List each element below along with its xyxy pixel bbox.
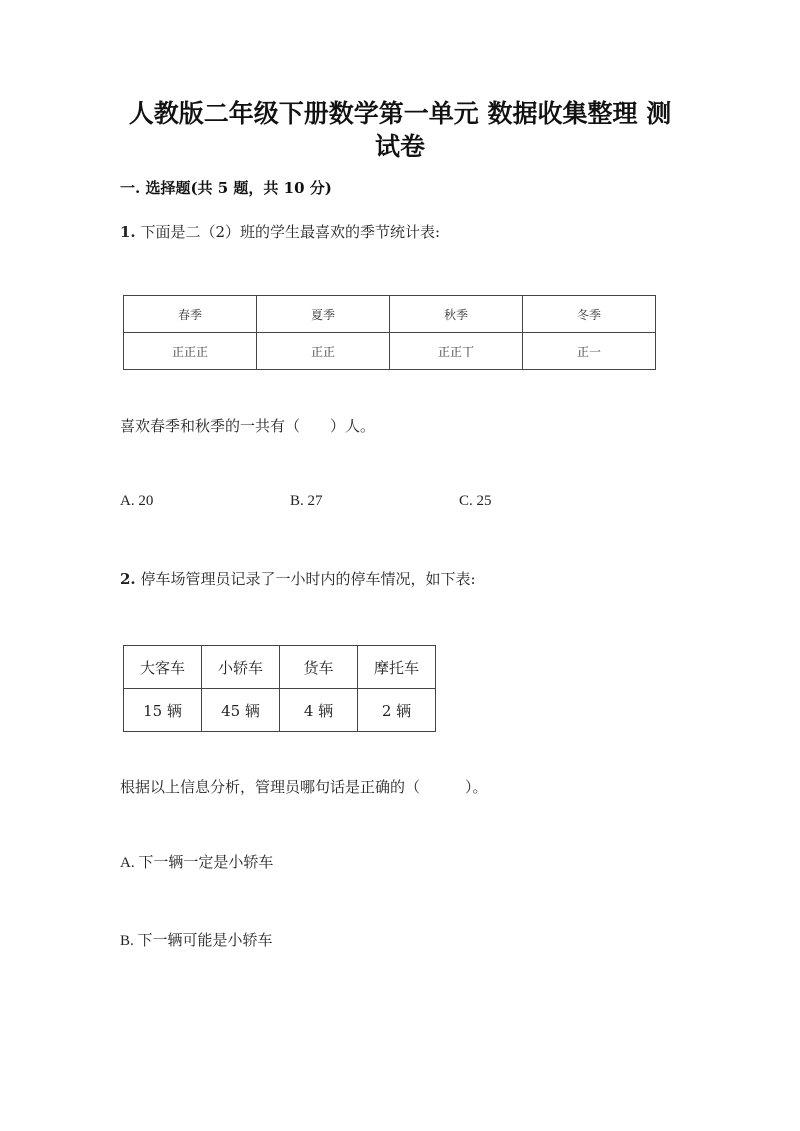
question-2-prompt: 根据以上信息分析，管理员哪句话是正确的（ ）。 [120, 778, 488, 796]
option-a[interactable]: A. 下一辆一定是小轿车 [120, 855, 274, 871]
table-header-cell: 货车 [280, 646, 358, 689]
question-1-prompt: 喜欢春季和秋季的一共有（ ）人。 [120, 417, 376, 435]
tally-cell: 正一 [523, 333, 656, 370]
count-cell: 4 辆 [280, 689, 358, 732]
option-b[interactable]: B. 27 [290, 493, 323, 509]
page-title-continuation: 试卷 [374, 132, 425, 161]
question-text: 停车场管理员记录了一小时内的停车情况，如下表: [140, 570, 476, 588]
table-header-cell: 春季 [124, 296, 257, 333]
question-2 [120, 568, 476, 589]
question-1 [120, 221, 440, 242]
tally-cell: 正正 [257, 333, 390, 370]
option-c[interactable]: C. 25 [459, 493, 492, 509]
table-header-cell: 摩托车 [358, 646, 436, 689]
count-cell: 2 辆 [358, 689, 436, 732]
table-header-cell: 冬季 [523, 296, 656, 333]
question-text: 下面是二（2）班的学生最喜欢的季节统计表: [140, 223, 441, 241]
option-b[interactable]: B. 下一辆可能是小轿车 [120, 933, 273, 949]
table-header-cell: 小轿车 [202, 646, 280, 689]
page-title: 人教版二年级下册数学第一单元 数据收集整理 测 [128, 99, 672, 128]
table-row [124, 689, 436, 732]
question-number: 1. [120, 223, 136, 241]
table-header-cell: 大客车 [124, 646, 202, 689]
question-number: 2. [120, 570, 136, 588]
table-header-row [124, 296, 656, 333]
tally-cell: 正正丅 [390, 333, 523, 370]
count-cell: 45 辆 [202, 689, 280, 732]
parking-record-table [123, 645, 436, 732]
option-a[interactable]: A. 20 [120, 493, 154, 509]
table-header-cell: 夏季 [257, 296, 390, 333]
tally-cell: 正正正 [124, 333, 257, 370]
section-heading: 一. 选择题(共 5 题，共 10 分) [120, 179, 332, 197]
table-header-row [124, 646, 436, 689]
table-header-cell: 秋季 [390, 296, 523, 333]
table-row [124, 333, 656, 370]
season-tally-table [123, 295, 656, 370]
count-cell: 15 辆 [124, 689, 202, 732]
